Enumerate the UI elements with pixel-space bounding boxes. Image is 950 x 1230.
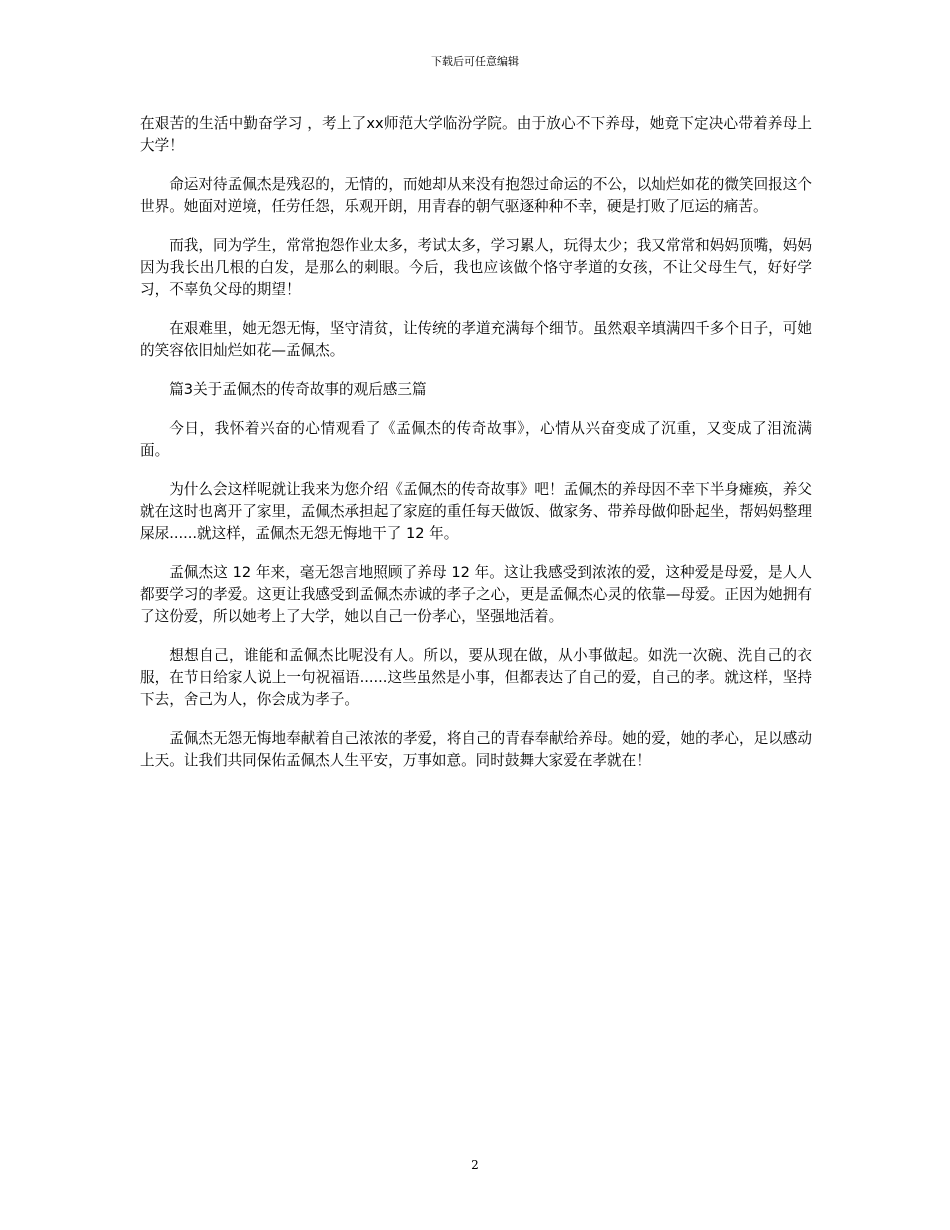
page-number: 2 bbox=[471, 1158, 479, 1172]
document-body bbox=[140, 113, 812, 789]
paragraph-8: 孟佩杰这 12 年来，毫无怨言地照顾了养母 12 年。这让我感受到浓浓的爱，这种爱是母爱，是人人都要学习的孝爱。这更让我感受到孟佩杰赤诚的孝子之心，更是孟佩杰心灵的依靠—母爱。正因为她拥有了这份爱，所以她考上了大学，她以自己一份孝心，坚强地活着。 bbox=[140, 564, 812, 625]
paragraph-1: 在艰苦的生活中勤奋学习 ，考上了xx师范大学临汾学院。由于放心不下养母，她竟下定决心带着养母上大学！ bbox=[140, 115, 812, 154]
paragraph-2: 命运对待孟佩杰是残忍的，无情的，而她却从来没有抱怨过命运的不公，以灿烂如花的微笑回报这个世界。她面对逆境，任劳任怨，乐观开朗，用青春的朝气驱逐种种不幸，硬是打败了厄运的痛苦。 bbox=[140, 176, 812, 215]
paragraph-9: 想想自己，谁能和孟佩杰比呢没有人。所以，要从现在做，从小事做起。如洗一次碗、洗自己的衣服，在节日给家人说上一句祝福语......这些虽然是小事，但都表达了自己的爱，自己的孝。就这样，坚持下去，舍己为人，你会成为孝子。 bbox=[140, 647, 812, 708]
paragraph-3: 而我，同为学生，常常抱怨作业太多，考试太多，学习累人，玩得太少；我又常常和妈妈顶嘴，妈妈因为我长出几根的白发，是那么的刺眼。今后，我也应该做个恪守孝道的女孩，不让父母生气，好好学习，不辜负父母的期望！ bbox=[140, 237, 812, 298]
paragraph-6: 今日，我怀着兴奋的心情观看了《孟佩杰的传奇故事》，心情从兴奋变成了沉重，又变成了泪流满面。 bbox=[140, 420, 812, 459]
section-heading: 篇3关于孟佩杰的传奇故事的观后感三篇 bbox=[169, 381, 427, 398]
page-header: 下载后可任意编辑 bbox=[431, 55, 519, 68]
paragraph-10: 孟佩杰无怨无悔地奉献着自己浓浓的孝爱，将自己的青春奉献给养母。她的爱，她的孝心，足以感动上天。让我们共同保佑孟佩杰人生平安，万事如意。同时鼓舞大家爱在孝就在！ bbox=[140, 730, 812, 769]
paragraph-7: 为什么会这样呢就让我来为您介绍《孟佩杰的传奇故事》吧！孟佩杰的养母因不幸下半身瘫痪，养父就在这时也离开了家里，孟佩杰承担起了家庭的重任每天做饭、做家务、带养母做仰卧起坐，帮妈妈整理屎尿......就这样，孟佩杰无怨无悔地干了 12 年。 bbox=[140, 481, 812, 542]
paragraph-4: 在艰难里，她无怨无悔，坚守清贫，让传统的孝道充满每个细节。虽然艰辛填满四千多个日子，可她的笑容依旧灿烂如花—孟佩杰。 bbox=[140, 320, 812, 359]
